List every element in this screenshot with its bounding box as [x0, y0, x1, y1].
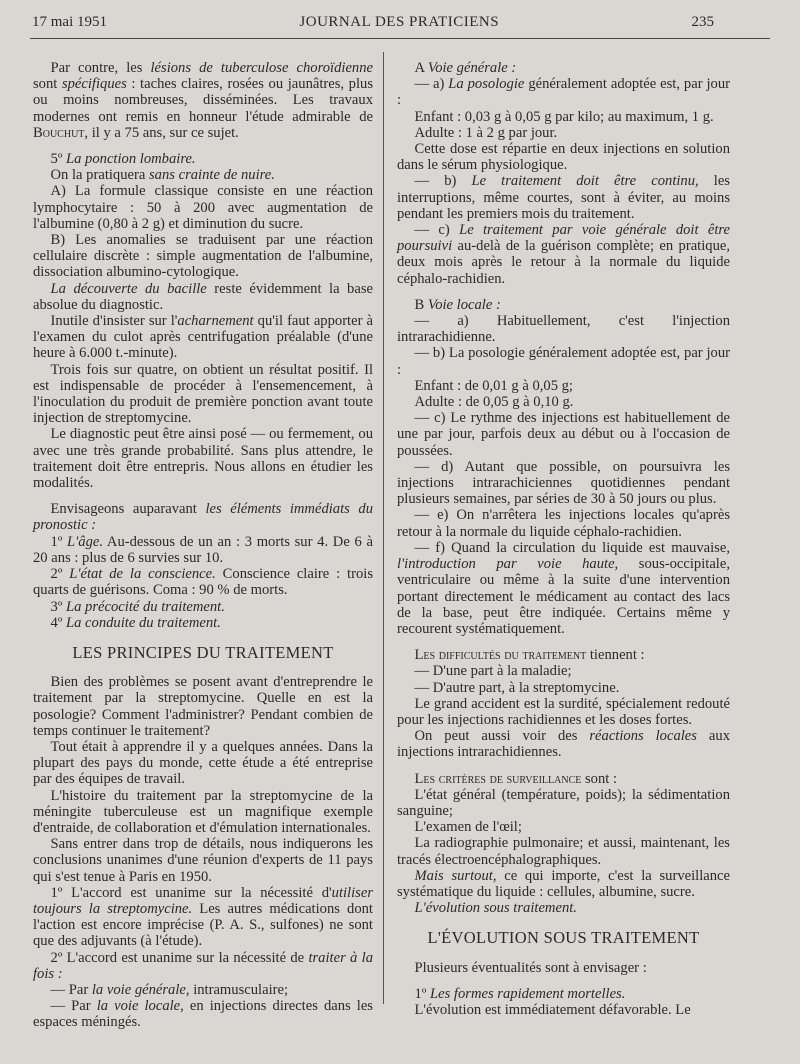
text-run: les interruptions, même courtes, sont à éviter, au moins pendant les premiers mois du traitement.	[397, 173, 730, 222]
text-run: Cette dose est répartie en deux injections en solution dans le sérum physiologique.	[397, 141, 730, 174]
text-run: , en injections directes dans les espaces méningés.	[33, 998, 373, 1031]
paragraph	[397, 297, 730, 313]
paragraph	[397, 1002, 730, 1018]
text-run: — c) Le rythme des injections est habituellement de une par jour, parfois deux au début ou à l'occasion de poussées.	[397, 410, 730, 459]
paragraph	[397, 394, 730, 410]
section-heading: L'ÉVOLUTION SOUS TRAITEMENT	[427, 928, 700, 948]
paragraph	[397, 173, 730, 222]
text-run: Plusieurs éventualités sont à envisager :	[414, 959, 647, 976]
paragraph	[33, 674, 373, 739]
paragraph	[397, 60, 730, 76]
text-run: , il y a 75 ans, sur ce sujet.	[84, 124, 239, 141]
page-number: 235	[691, 14, 714, 30]
paragraph	[33, 151, 373, 167]
right-column	[397, 60, 730, 1018]
text-run: — a) Habituellement, c'est l'injection intrarachidienne.	[397, 313, 730, 346]
paragraph	[33, 60, 373, 141]
text-run: 5º	[50, 151, 66, 168]
text-run: 1º	[50, 533, 68, 550]
paragraph	[33, 998, 373, 1030]
text-run: Envisageons auparavant	[50, 501, 206, 518]
text-run: On la pratiquera	[50, 167, 149, 184]
text-run: 3º	[50, 598, 66, 615]
text-run: Adulte : de 0,05 g à 0,10 g.	[414, 394, 574, 411]
paragraph	[33, 183, 373, 232]
journal-title: JOURNAL DES PRATICIENS	[299, 14, 500, 30]
text-run: A) La formule classique consiste en une réaction lymphocytaire : 50 à 200 avec augmentation de l'albumine (0,80 à 2 g) et diminution du sucre.	[33, 183, 373, 232]
text-run: Par contre, les	[50, 60, 151, 76]
text-run: Au-dessous de un an : 3 morts sur 4. De 6 à 20 ans : plus de 6 survies sur 10.	[33, 533, 373, 566]
paragraph	[33, 982, 373, 998]
paragraph	[397, 378, 730, 394]
paragraph	[33, 788, 373, 837]
text-run: — f) Quand la circulation du liquide est mauvaise,	[414, 539, 730, 556]
text-run: — b) La posologie généralement adoptée est, par jour :	[397, 345, 730, 378]
paragraph	[397, 125, 730, 141]
paragraph	[33, 739, 373, 788]
text-run: généralement adoptée est, par jour :	[397, 76, 730, 109]
paragraph	[33, 426, 373, 491]
text-run: L'examen de l'œil;	[414, 819, 522, 836]
text-run: L'état général (température, poids); la sédimentation sanguine;	[397, 786, 730, 819]
paragraph	[397, 459, 730, 508]
paragraph	[397, 663, 730, 679]
text-run: — a)	[414, 76, 449, 93]
text-run: 2º L'accord est unanime sur la nécessité de	[50, 949, 309, 966]
text-run: Trois fois sur quatre, on obtient un résultat positif. Il est indispensable de procéder à l'ensemencement, à l'inoculation du produit de première ponction avant toute injection de streptomycine.	[33, 361, 373, 427]
italic-run: la voie locale	[96, 998, 181, 1015]
paragraph	[397, 696, 730, 728]
italic-run: sans crainte de nuire.	[148, 167, 275, 184]
text-run: Les autres médications dont l'action est encore imprécise (P. A. S., sulfones) ne sont que des adjuvants (à l'étude).	[33, 900, 373, 950]
text-run: Tout était à apprendre il y a quelques années. Dans la plupart des pays du monde, cette étude a été entreprise par des équipes de travail.	[33, 738, 373, 788]
text-run: Sans entrer dans trop de détails, nous indiquerons les conclusions unanimes d'une réunion d'experts de 11 pays qui s'est tenue à Paris en 1950.	[33, 836, 373, 885]
italic-run: La ponction lombaire.	[66, 151, 196, 168]
header-rule	[30, 38, 770, 39]
italic-run: les éléments immédiats du pronostic :	[33, 501, 373, 534]
paragraph	[33, 885, 373, 950]
italic-run: Mais surtout,	[414, 867, 497, 884]
italic-run: Les formes rapidement mortelles.	[430, 985, 626, 1002]
paragraph	[33, 362, 373, 427]
text-run: reste évidemment la base absolue du diagnostic.	[33, 280, 373, 313]
text-run: On peut aussi voir des	[414, 728, 590, 745]
italic-run: L'état de la conscience.	[69, 566, 216, 583]
paragraph	[397, 647, 730, 663]
paragraph	[397, 900, 730, 916]
italic-run: Voie générale :	[427, 60, 517, 76]
paragraph	[397, 410, 730, 459]
text-run: — b)	[414, 173, 472, 190]
paragraph	[397, 960, 730, 976]
section-heading: LES PRINCIPES DU TRAITEMENT	[72, 642, 334, 662]
text-run: 2º	[50, 566, 70, 583]
paragraph	[33, 950, 373, 982]
paragraph	[397, 728, 730, 760]
column-divider	[383, 52, 384, 1004]
italic-run: La posologie	[448, 76, 525, 93]
paragraph	[397, 835, 730, 867]
text-run: Inutile d'insister sur l'	[50, 313, 178, 330]
text-run: sont	[33, 76, 62, 93]
text-run: — D'autre part, à la streptomycine.	[414, 679, 620, 696]
paragraph	[397, 680, 730, 696]
paragraph	[397, 819, 730, 835]
text-run: 1º	[414, 985, 430, 1002]
italic-run: l'introduction par voie haute,	[397, 556, 619, 573]
italic-run: Le traitement par voie générale doit être poursuivi	[397, 222, 730, 255]
text-run: Le grand accident est la surdité, spécialement redouté pour les injections rachidiennes et les doses fortes.	[397, 695, 730, 728]
italic-run: La conduite du traitement.	[66, 614, 221, 631]
paragraph	[397, 76, 730, 108]
paragraph	[397, 222, 730, 287]
italic-run: utiliser toujours la streptomycine.	[33, 884, 373, 917]
text-run: , intramusculaire;	[185, 981, 289, 998]
text-run: 4º	[50, 614, 66, 631]
paragraph	[33, 566, 373, 598]
text-run: Conscience claire : trois quarts de guérisons. Coma : 90 % de morts.	[33, 566, 373, 599]
small-caps-run: Bouchut	[33, 124, 85, 141]
text-run: au-delà de la guérison complète; en pratique, deux mois après le retour à la normale du liquide céphalo-rachidien.	[397, 238, 730, 287]
paragraph	[33, 836, 373, 885]
text-run: Enfant : de 0,01 g à 0,05 g;	[414, 377, 573, 394]
text-run: B	[414, 296, 428, 313]
text-run: La radiographie pulmonaire; et aussi, maintenant, les tracés électroencéphalographiques.	[397, 835, 730, 868]
italic-run: spécifiques	[61, 76, 127, 93]
paragraph	[397, 771, 730, 787]
text-run: : taches claires, rosées ou jaunâtres, plus ou moins nombreuses, disséminées. Les travaux modernes ont remis en honneur l'étude admirable de	[33, 76, 373, 125]
italic-run: réactions locales	[589, 728, 697, 745]
italic-run: la voie générale	[91, 981, 186, 998]
italic-run: traiter à la fois :	[33, 949, 373, 982]
italic-run: La précocité du traitement.	[66, 598, 225, 615]
text-run: Enfant : 0,03 g à 0,05 g par kilo; au maximum, 1 g.	[414, 108, 714, 125]
page-header	[32, 14, 714, 31]
text-run: sous-occipitale, ventriculaire ou même à la suite d'une intervention portant directement le médicament au contact des lacs de la base, peut être indiquée. Certains même y recourent systématiquement.	[397, 556, 730, 637]
text-run: sont :	[581, 770, 618, 787]
small-caps-run: Les critères de surveillance	[414, 770, 582, 787]
text-run: aux injections intrarachidiennes.	[397, 728, 730, 761]
italic-run: Voie locale :	[427, 296, 501, 313]
italic-run: L'évolution sous traitement.	[414, 900, 577, 917]
text-run: — c)	[414, 222, 460, 239]
paragraph	[397, 868, 730, 900]
italic-run: Le traitement doit être continu,	[471, 173, 699, 190]
text-run: — e) On n'arrêtera les injections locales qu'après retour à la normale du liquide céphalo-rachidien.	[397, 507, 730, 540]
text-run: L'évolution est immédiatement défavorable. Le	[414, 1001, 691, 1018]
paragraph	[33, 281, 373, 313]
text-run: Bien des problèmes se posent avant d'entreprendre le traitement par la streptomycine. Quelle en est la posologie? Comment l'administrer? Pendant combien de temps continuer le traitement?	[33, 674, 373, 739]
paragraph	[397, 507, 730, 539]
paragraph	[33, 232, 373, 281]
paragraph	[397, 986, 730, 1002]
paragraph	[33, 615, 373, 631]
small-caps-run: Les difficultés du traitement	[414, 647, 587, 664]
text-run: 1º L'accord est unanime sur la nécessité d'	[50, 884, 332, 901]
paragraph	[397, 141, 730, 173]
text-run: Adulte : 1 à 2 g par jour.	[414, 124, 558, 141]
paragraph	[33, 313, 373, 362]
paragraph	[33, 167, 373, 183]
text-run: — D'une part à la maladie;	[414, 663, 572, 680]
text-run: tiennent :	[586, 647, 645, 664]
italic-run: L'âge.	[67, 533, 104, 550]
text-run: B) Les anomalies se traduisent par une réaction cellulaire discrète : simple augmentation de l'albumine, dissociation albumino-cytologique.	[33, 232, 373, 281]
header-date: 17 mai 1951	[32, 14, 107, 30]
italic-run: La découverte du bacille	[50, 280, 207, 297]
paragraph	[397, 109, 730, 125]
text-run: L'histoire du traitement par la streptomycine de la méningite tuberculeuse est un magnifique exemple d'entraide, de collaboration et d'émulation internationales.	[33, 787, 373, 836]
paragraph	[33, 501, 373, 533]
text-run: — Par	[50, 981, 92, 998]
paragraph	[397, 313, 730, 345]
text-run: qu'il faut apporter à l'examen du culot après centrifugation préalable (d'une heure à 6.000 t.-minute).	[33, 313, 373, 362]
left-column	[33, 60, 373, 1031]
text-run: — d) Autant que possible, on poursuivra les injections intrarachiciennes quotidiennes pendant plusieurs semaines, par séries de 30 à 50 jours ou plus.	[397, 458, 730, 508]
text-run: Le diagnostic peut être ainsi posé — ou fermement, ou avec une très grande probabilité. Sans plus attendre, le traitement doit être entrepris. Nous allons en étudier les modalités.	[33, 426, 373, 492]
text-run: — Par	[50, 998, 97, 1015]
paragraph	[397, 787, 730, 819]
paragraph	[33, 534, 373, 566]
paragraph	[33, 599, 373, 615]
italic-run: lésions de tuberculose choroïdienne	[150, 60, 373, 76]
paragraph	[397, 345, 730, 377]
paragraph	[397, 540, 730, 637]
text-run: ce qui importe, c'est la surveillance systématique du liquide : cellules, albumine, sucre.	[397, 867, 730, 900]
text-run: A	[414, 60, 428, 76]
italic-run: acharnement	[177, 313, 254, 330]
